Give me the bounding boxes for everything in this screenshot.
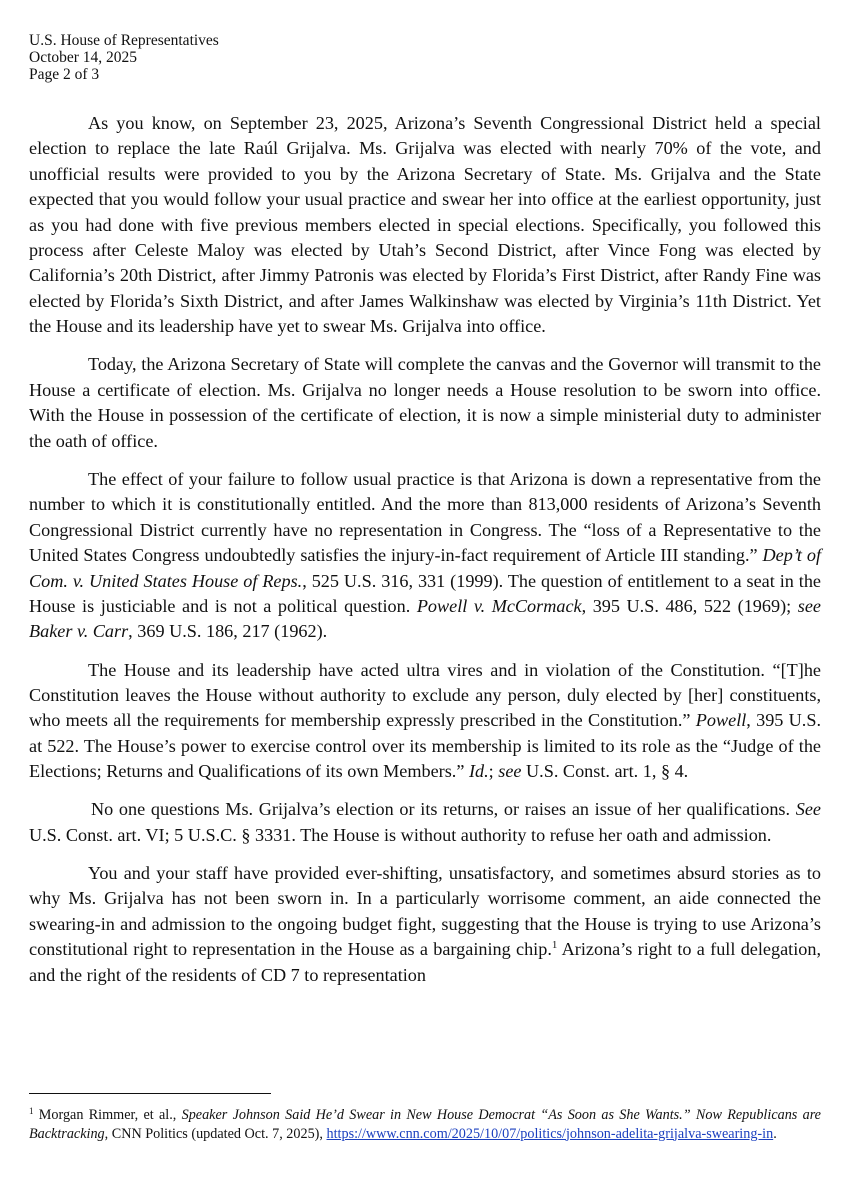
paragraph-shifting-stories — [29, 861, 821, 988]
text-span: Arizona’s right to a full delegation, and the right of the residents of CD 7 to representation — [29, 939, 821, 985]
text-span: U.S. Const. art. 1, § 4. — [521, 761, 689, 782]
text-span: U.S. Const. art. VI; 5 U.S.C. § 3331. The House is without authority to refuse her oath and admission. — [29, 824, 772, 845]
footnote-number: 1 — [29, 1106, 34, 1116]
text-span: ; — [488, 761, 499, 782]
paragraph-qualifications — [29, 797, 821, 848]
text-span: The effect of your failure to follow usual practice is that Arizona is down a representative from the number to which it is constitutionally entitled. And the more than 813,000 residents of Arizona’s Seventh Congressional District currently have no representation in Congress. The “loss of a Representative to the United States Congress undoubtedly satisfies the injury-in-fact requirement of Article III standing.” — [29, 468, 821, 566]
case-citation: Dep’t of Com. v. United States House of Reps. — [29, 545, 821, 591]
article-title: Speaker Johnson Said He’d Swear in New House Democrat “As Soon as She Wants.” Now Republicans are Backtracking — [29, 1107, 821, 1142]
addressee-line: U.S. House of Representatives — [29, 32, 219, 49]
paragraph-representation — [29, 467, 821, 645]
case-citation: see — [498, 761, 522, 782]
article-link[interactable]: https://www.cnn.com/2025/10/07/politics/johnson-adelita-grijalva-swearing-in — [326, 1125, 774, 1142]
text-span: The House and its leadership have acted ultra vires and in violation of the Constitution. “[T]he Constitution leaves the House without authority to exclude any person, duly elected by [her] constituents, who meets all the requirements for membership expressly prescribed in the Constitution.” — [29, 659, 821, 731]
text-span: You and your staff have provided ever-shifting, unsatisfactory, and sometimes absurd stories as to why Ms. Grijalva has not been sworn in. In a particularly worrisome comment, an aide connected the swearing-in and admission to the ongoing budget fight, suggesting that the House is trying to use Arizona’s constitutional right to representation in the House as a bargaining chip. — [29, 862, 821, 960]
case-citation: Powell — [695, 710, 747, 731]
letter-header — [29, 32, 219, 83]
footnote-source: , CNN Politics (updated Oct. 7, 2025), — [104, 1125, 327, 1142]
text-span: , 395 U.S. at 522. The House’s power to exercise control over its membership is limited to its role as the “Judge of the Elections; Returns and Qualifications of its own Members.” — [29, 710, 822, 782]
text-span: , 525 U.S. 316, 331 (1999). The question of entitlement to a seat in the House is justiciable and is not a political question. — [29, 570, 821, 616]
case-citation: see Baker v. Carr — [29, 595, 821, 642]
text-span: , 369 U.S. 186, 217 (1962). — [128, 621, 328, 642]
footnote-end: . — [773, 1125, 777, 1142]
paragraph-special-election: As you know, on September 23, 2025, Arizona’s Seventh Congressional District held a special election to replace the late Raúl Grijalva. Ms. Grijalva was elected with nearly 70% of the vote, and unofficial results were provided to you by the Arizona Secretary of State. Ms. Grijalva and the State expected that you would follow your usual practice and swear her into office at the earliest opportunity, just as you had done with five previous members elected in special elections. Specifically, you followed this process after Celeste Maloy was elected by Utah’s Second District, after Vince Fong was elected by California’s 20th District, after Jimmy Patronis was elected by Florida’s First District, after Randy Fine was elected by Florida’s Sixth District, and after James Walkinshaw was elected by Virginia’s 11th District. Yet the House and its leadership have yet to swear Ms. Grijalva into office. — [29, 113, 821, 337]
paragraph-certificate: Today, the Arizona Secretary of State will complete the canvas and the Governor will transmit to the House a certificate of election. Ms. Grijalva no longer needs a House resolution to be sworn into office. With the House in possession of the certificate of election, it is now a simple ministerial duty to administer the oath of office. — [29, 354, 821, 451]
footnote — [29, 1106, 821, 1143]
case-citation: Id. — [468, 761, 489, 782]
footnote-divider — [29, 1093, 271, 1094]
signal-word: See — [795, 799, 821, 820]
paragraph-ultra-vires — [29, 658, 821, 785]
text-span: No one questions Ms. Grijalva’s election or its returns, or raises an issue of her qualifications. — [91, 799, 796, 820]
letter-body — [29, 111, 821, 1001]
date-line: October 14, 2025 — [29, 49, 138, 66]
text-span: , 395 U.S. 486, 522 (1969); — [581, 595, 798, 616]
footnote-authors: Morgan Rimmer, et al., — [38, 1107, 182, 1123]
case-citation: Powell v. McCormack — [416, 595, 582, 616]
page-number-line: Page 2 of 3 — [29, 66, 100, 83]
footnote-reference[interactable]: 1 — [551, 939, 558, 952]
